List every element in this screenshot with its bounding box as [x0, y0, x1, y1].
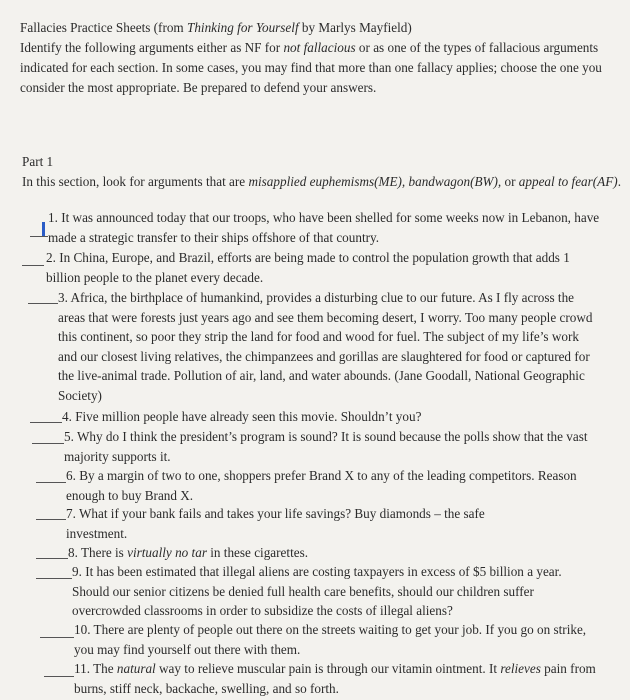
question-6: 6. By a margin of two to one, shoppers prefer Brand X to any of the leading competitors. Reason enough to buy Brand X.	[66, 468, 577, 503]
question-2: 2. In China, Europe, and Brazil, efforts are being made to control the population growth that adds 1 billion people to the planet every decade.	[46, 250, 570, 285]
title-prefix: Fallacies Practice Sheets (from	[20, 20, 187, 35]
instructions-2: or as one of the types of fallacious arguments indicated for each section. In some cases, you may find that more than one fallacy applies; choose the one you consider the most appropriate. Be prepared to defend your answers.	[20, 40, 602, 95]
question-9: 9. It has been estimated that illegal aliens are costing taxpayers in excess of $5 billion a year. Should our senior citizens be denied full health care benefits, should our children suffer overcrowded classrooms in order to subsidize the costs of illegal aliens?	[72, 564, 562, 619]
answer-blank-11[interactable]	[44, 676, 74, 677]
question-8: 8. There is virtually no tar in these cigarettes.	[68, 545, 309, 560]
answer-mark-1	[42, 222, 45, 236]
part-intro: In this section, look for arguments that are misapplied euphemisms(ME), bandwagon(BW), or appeal to fear(AF).	[22, 174, 621, 189]
answer-blank-8[interactable]	[36, 558, 68, 559]
title-suffix: by Marlys Mayfield)	[298, 20, 412, 35]
answer-blank-6[interactable]	[36, 482, 66, 483]
question-4: 4. Five million people have already seen this movie. Shouldn’t you?	[62, 409, 422, 424]
question-10: 10. There are plenty of people out there on the streets waiting to get your job. If you go on strike, you may find yourself out there with them.	[74, 622, 587, 657]
title-book: Thinking for Yourself	[186, 20, 299, 35]
question-11: 11. The natural way to relieve muscular pain is through our vitamin ointment. It relieves pain from burns, stiff neck, backache, swelling, and so forth.	[74, 661, 596, 696]
part-heading: Part 1	[22, 154, 54, 169]
header	[20, 18, 620, 98]
instructions-1: Identify the following arguments either as NF for	[20, 40, 284, 55]
answer-blank-2[interactable]	[22, 265, 44, 266]
answer-blank-5[interactable]	[32, 443, 64, 444]
answer-blank-1[interactable]	[30, 236, 48, 237]
question-3: 3. Africa, the birthplace of humankind, provides a disturbing clue to our future. As I fly across the areas that were forests just years ago and see them becoming desert, I worry. Too many people crowd this continent, so poor they strip the land for food and wood for fuel. The subject of my life’s work and our closest living relatives, the chimpanzees and gorillas are slaughtered for food or captured for the live-animal trade. Pollution of air, land, and water abounds. (Jane Goodall, National Geographic Society)	[58, 290, 593, 403]
answer-blank-4[interactable]	[30, 422, 62, 423]
instructions-em: not fallacious	[283, 40, 356, 55]
question-1: 1. It was announced today that our troops, who have been shelled for some weeks now in Lebanon, have made a strategic transfer to their ships offshore of that country.	[48, 210, 600, 245]
answer-blank-3[interactable]	[28, 303, 58, 304]
answer-blank-7[interactable]	[36, 519, 66, 520]
answer-blank-10[interactable]	[40, 637, 74, 638]
question-7: 7. What if your bank fails and takes your life savings? Buy diamonds – the safe investment.	[66, 506, 485, 541]
part-1	[22, 152, 622, 192]
question-5: 5. Why do I think the president’s program is sound? It is sound because the polls show that the vast majority supports it.	[64, 429, 588, 464]
answer-blank-9[interactable]	[36, 578, 72, 579]
